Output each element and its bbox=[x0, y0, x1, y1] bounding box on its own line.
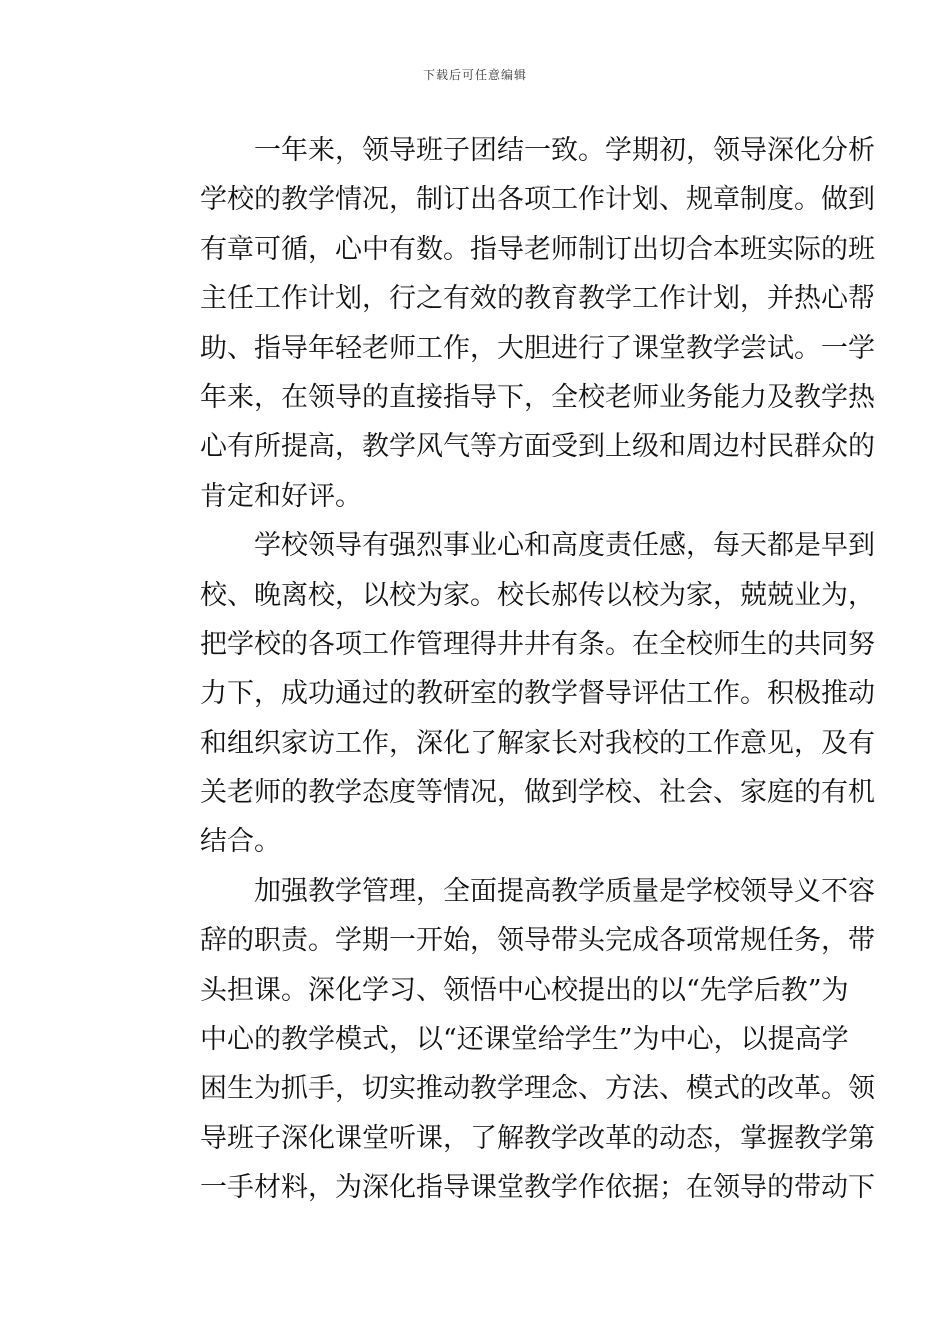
text-line: 年来，在领导的直接指导下，全校老师业务能力及教学热 bbox=[200, 381, 875, 413]
text-line: 有章可循，心中有数。指导老师制订出切合本班实际的班 bbox=[200, 233, 875, 265]
text-line: 加强教学管理，全面提高教学质量是学校领导义不容 bbox=[254, 875, 875, 907]
page-header: 下载后可任意编辑 bbox=[422, 68, 527, 82]
text-line: 力下，成功通过的教研室的教学督导评估工作。积极推动 bbox=[200, 678, 875, 710]
paragraph-1 bbox=[146, 126, 875, 521]
text-line: 辞的职责。学期一开始，领导带头完成各项常规任务，带 bbox=[200, 925, 875, 957]
text-line: 导班子深化课堂听课，了解教学改革的动态，掌握教学第 bbox=[200, 1122, 875, 1154]
text-line: 头担课。深化学习、领悟中心校提出的以“先学后教”为 bbox=[200, 974, 849, 1006]
text-line: 把学校的各项工作管理得井井有条。在全校师生的共同努 bbox=[200, 628, 875, 660]
document-body bbox=[146, 126, 875, 1213]
text-line: 心有所提高，教学风气等方面受到上级和周边村民群众的 bbox=[200, 431, 875, 463]
text-line: 关老师的教学态度等情况，做到学校、社会、家庭的有机 bbox=[200, 777, 875, 809]
text-line: 和组织家访工作，深化了解家长对我校的工作意见，及有 bbox=[200, 727, 875, 759]
text-line: 困生为抓手，切实推动教学理念、方法、模式的改革。领 bbox=[200, 1073, 875, 1105]
text-line: 一手材料，为深化指导课堂教学作依据；在领导的带动下 bbox=[200, 1172, 875, 1204]
text-line: 一年来，领导班子团结一致。学期初，领导深化分析 bbox=[254, 135, 875, 166]
text-line: 助、指导年轻老师工作，大胆进行了课堂教学尝试。一学 bbox=[200, 332, 875, 364]
text-line: 中心的教学模式，以“还课堂给学生”为中心，以提高学 bbox=[200, 1024, 849, 1056]
text-line: 肯定和好评。 bbox=[200, 480, 362, 512]
text-line: 结合。 bbox=[200, 826, 281, 858]
paragraph-3 bbox=[146, 867, 875, 1213]
text-line: 学校领导有强烈事业心和高度责任感，每天都是早到 bbox=[254, 530, 875, 562]
text-line: 校、晚离校，以校为家。校长郝传以校为家，兢兢业为， bbox=[200, 579, 875, 611]
text-line: 主任工作计划，行之有效的教育教学工作计划，并热心帮 bbox=[200, 283, 875, 315]
paragraph-2 bbox=[146, 521, 875, 867]
text-line: 学校的教学情况，制订出各项工作计划、规章制度。做到 bbox=[200, 184, 875, 216]
